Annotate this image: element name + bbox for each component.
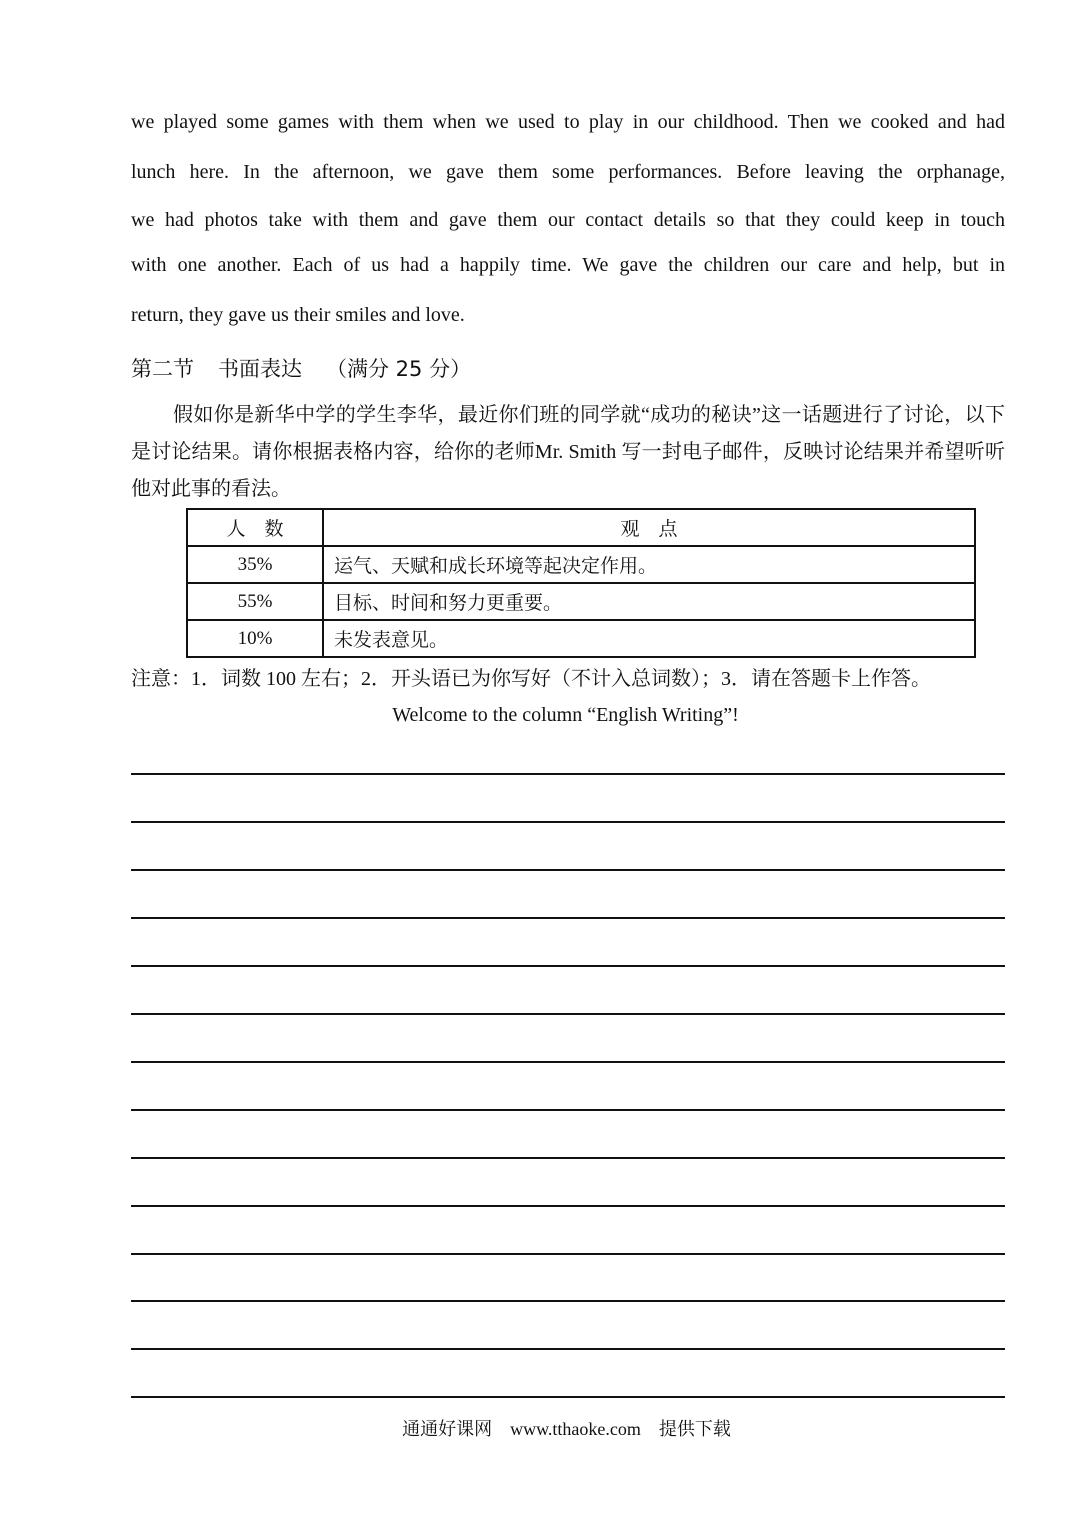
row-count: 55% bbox=[187, 583, 323, 620]
answer-line[interactable] bbox=[131, 1253, 1005, 1255]
passage-line-4: with one another. Each of us had a happily time. We gave the children our care and help, but in bbox=[131, 254, 1005, 276]
answer-line[interactable] bbox=[131, 1109, 1005, 1111]
passage-line-5: return, they gave us their smiles and love. bbox=[131, 304, 465, 326]
answer-line[interactable] bbox=[131, 1061, 1005, 1063]
section-title: 书面表达 bbox=[218, 357, 302, 381]
answer-line[interactable] bbox=[131, 1396, 1005, 1398]
table-row bbox=[187, 546, 975, 583]
answer-line[interactable] bbox=[131, 821, 1005, 823]
section-number: 第二节 bbox=[131, 357, 194, 381]
header-count: 人 数 bbox=[187, 509, 323, 546]
table-header-row bbox=[187, 509, 975, 546]
answer-line[interactable] bbox=[131, 917, 1005, 919]
row-view: 运气、天赋和成长环境等起决定作用。 bbox=[323, 546, 975, 583]
row-count: 35% bbox=[187, 546, 323, 583]
section-score: （满分 25 分） bbox=[326, 357, 472, 381]
answer-line[interactable] bbox=[131, 1205, 1005, 1207]
answer-line[interactable] bbox=[131, 869, 1005, 871]
footer-source: 通通好课网 www.tthaoke.com 提供下载 bbox=[402, 1419, 731, 1439]
opinion-table bbox=[186, 508, 976, 658]
row-view: 未发表意见。 bbox=[323, 620, 975, 657]
writing-opening: Welcome to the column “English Writing”! bbox=[392, 704, 739, 726]
instructions-note: 注意：1．词数 100 左右；2．开头语已为你写好（不计入总词数）；3．请在答题卡上作答。 bbox=[131, 668, 931, 690]
row-count: 10% bbox=[187, 620, 323, 657]
row-view: 目标、时间和努力更重要。 bbox=[323, 583, 975, 620]
task-prompt: 假如你是新华中学的学生李华，最近你们班的同学就“成功的秘诀”这一话题进行了讨论，以下是讨论结果。请你根据表格内容，给你的老师Mr. Smith 写一封电子邮件，反映讨论结果并希望听听他对此事的看法。 bbox=[131, 404, 1005, 500]
passage-line-3: we had photos take with them and gave them our contact details so that they could keep in touch bbox=[131, 209, 1005, 231]
answer-line[interactable] bbox=[131, 1157, 1005, 1159]
answer-line[interactable] bbox=[131, 965, 1005, 967]
passage-line-1: we played some games with them when we used to play in our childhood. Then we cooked and had bbox=[131, 111, 1005, 133]
answer-line[interactable] bbox=[131, 773, 1005, 775]
table-row bbox=[187, 583, 975, 620]
answer-line[interactable] bbox=[131, 1300, 1005, 1302]
passage-line-2: lunch here. In the afternoon, we gave them some performances. Before leaving the orphanage, bbox=[131, 161, 1005, 183]
answer-line[interactable] bbox=[131, 1013, 1005, 1015]
section-heading bbox=[131, 356, 471, 382]
table-row bbox=[187, 620, 975, 657]
header-view: 观 点 bbox=[323, 509, 975, 546]
answer-line[interactable] bbox=[131, 1348, 1005, 1350]
